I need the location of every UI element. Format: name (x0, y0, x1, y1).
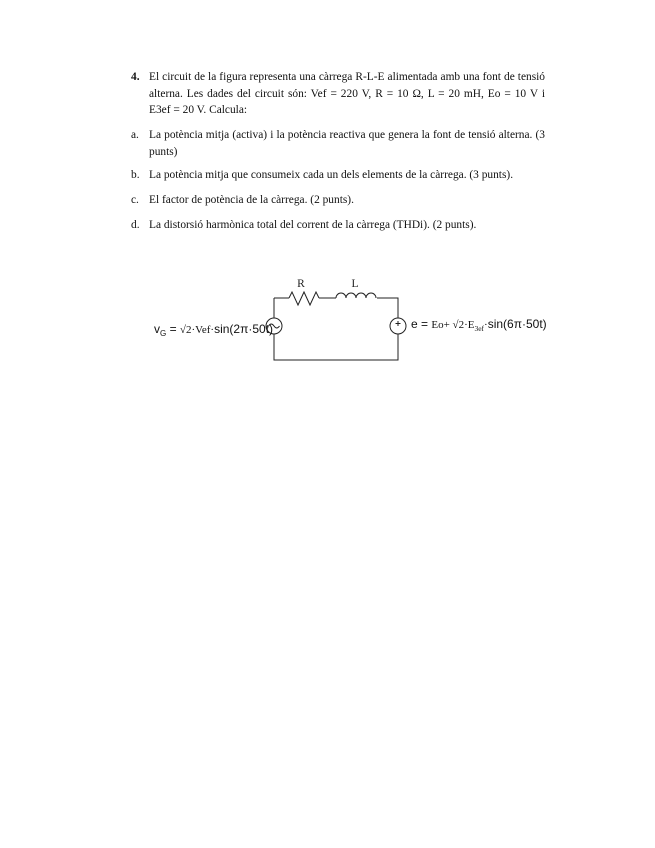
question-statement: El circuit de la figura representa una càrrega R-L-E alimentada amb una font de tensió alterna. Les dades del circuit són: Vef = 220 V, R = 10 Ω, L = 20 mH, Eo = 10 V i E3ef = 20 V. Calcula: (149, 71, 545, 116)
inductor-symbol (336, 293, 376, 298)
source-vg-equation: $v_G = √2\cdot Vef\cdot\sin(2\pi\cdot 50t)$ (154, 322, 274, 338)
item-a-text: La potència mitja (activa) i la potència reactiva que genera la font de tensió alterna. (3 punts) (149, 129, 545, 158)
wire-bottom (274, 334, 398, 360)
item-c-text: El factor de potència de la càrrega. (2 punts). (149, 194, 354, 206)
item-a-letter: a. (131, 129, 139, 141)
circuit-diagram (130, 270, 550, 370)
source-e-equation: $e = Eo+ √2\cdot E_{3ef}\cdot\sin(6\pi\cdot 50t)$ (411, 317, 547, 333)
wire-top-right (377, 298, 398, 318)
item-b-text: La potència mitja que consumeix cada un dels elements de la càrrega. (3 punts). (149, 169, 514, 181)
resistor-label: R (297, 278, 305, 290)
item-d-letter: d. (131, 219, 140, 231)
item-b-letter: b. (131, 169, 140, 181)
resistor-symbol (289, 292, 319, 305)
inductor-label: L (351, 278, 359, 290)
question-number: 4. (131, 71, 140, 83)
item-d-text: La distorsió harmònica total del corrent de la càrrega (THDi). (2 punts). (149, 219, 477, 231)
voltage-source-e-symbol (390, 318, 406, 334)
item-c-letter: c. (131, 194, 139, 206)
